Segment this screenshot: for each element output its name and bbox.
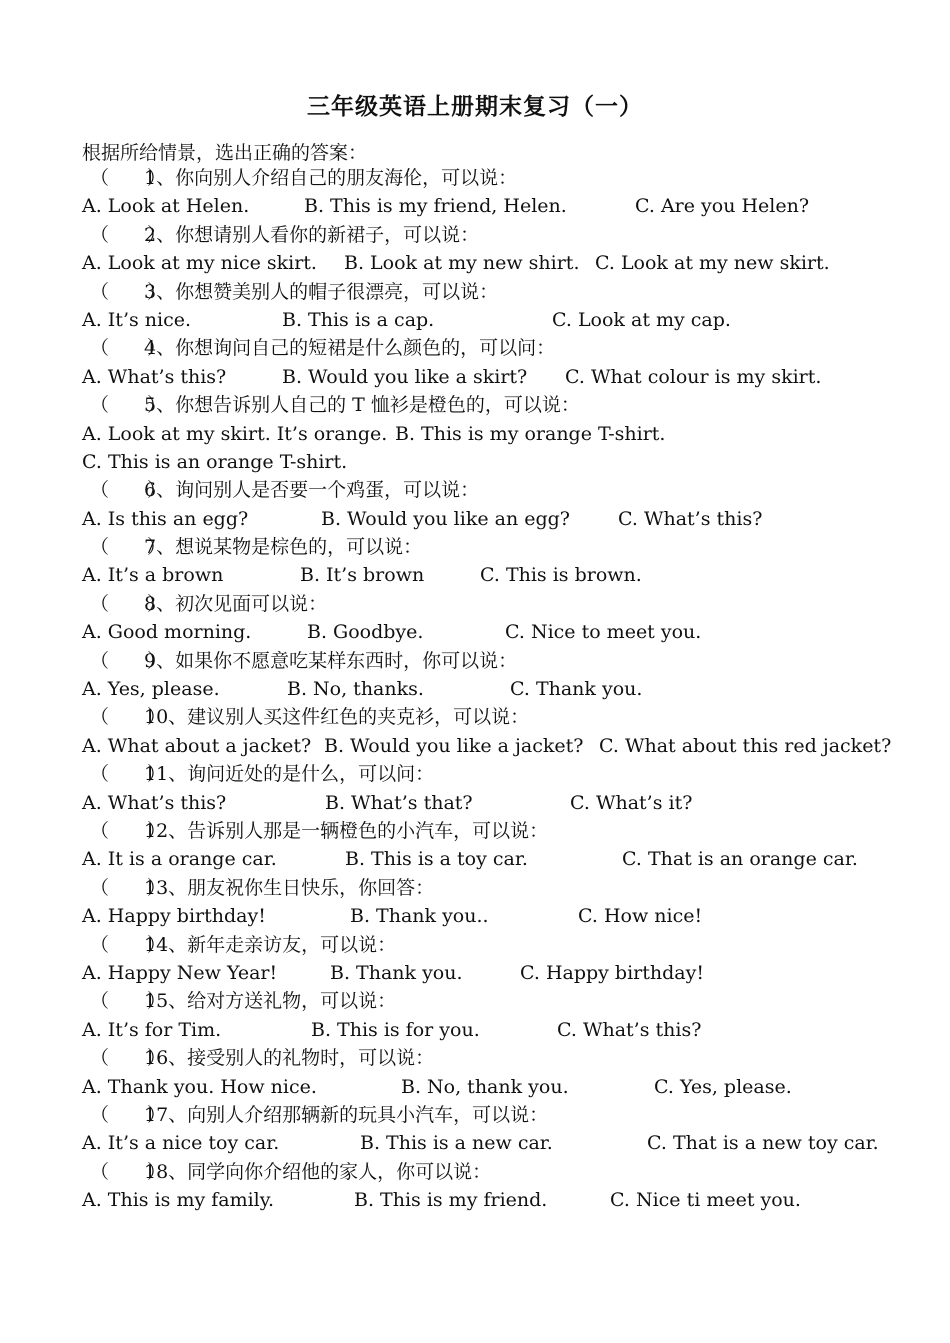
answer-option[interactable]: B. This is a toy car. [345, 848, 528, 871]
answer-option[interactable]: B. This is a new car. [360, 1132, 553, 1155]
answer-option[interactable]: B. Thank you.. [350, 905, 489, 928]
question-stem [82, 164, 912, 192]
question-stem [82, 533, 912, 561]
option-row [82, 561, 912, 589]
answer-option[interactable]: A. It’s a brown [82, 564, 224, 587]
answer-blank[interactable]: （ ） [90, 1103, 167, 1126]
question-stem [82, 647, 912, 675]
answer-option[interactable]: B. Goodbye. [307, 621, 424, 644]
answer-option[interactable]: C. This is an orange T-shirt. [82, 450, 348, 473]
answer-option[interactable]: A. Is this an egg? [82, 507, 249, 530]
question-item [82, 931, 912, 988]
answer-option[interactable]: B. This is my friend, Helen. [304, 195, 567, 218]
answer-option[interactable]: C. Are you Helen? [635, 195, 810, 218]
answer-option[interactable]: C. How nice! [578, 905, 703, 928]
answer-blank[interactable]: （ ） [90, 706, 167, 729]
answer-option[interactable]: A. Happy New Year! [82, 961, 278, 984]
answer-option[interactable]: A. It’s nice. [82, 308, 192, 331]
answer-blank[interactable]: （ ） [90, 280, 167, 303]
question-item [82, 874, 912, 931]
question-text: 10、建议别人买这件红色的夹克衫，可以说： [144, 706, 530, 729]
answer-option[interactable]: A. It’s a nice toy car. [82, 1132, 280, 1155]
answer-option[interactable]: A. Happy birthday! [82, 905, 266, 928]
question-item [82, 221, 912, 278]
question-text: 17、向别人介绍那辆新的玩具小汽车，可以说： [144, 1103, 549, 1126]
option-row [82, 1073, 912, 1101]
question-text: 14、新年走亲访友，可以说： [144, 933, 397, 956]
answer-blank[interactable]: （ ） [90, 592, 167, 615]
answer-option[interactable]: B. It’s brown [300, 564, 425, 587]
answer-option[interactable]: C. This is brown. [480, 564, 642, 587]
answer-option[interactable]: C. Look at my cap. [552, 308, 731, 331]
question-text: 2、你想请别人看你的新裙子，可以说： [144, 223, 480, 246]
answer-blank[interactable]: （ ） [90, 1047, 167, 1070]
answer-option[interactable]: A. It is a orange car. [82, 848, 277, 871]
question-item [82, 533, 912, 590]
question-list [82, 164, 912, 1214]
question-item [82, 164, 912, 221]
answer-option[interactable]: B. This is a cap. [282, 308, 435, 331]
answer-option[interactable]: A. Yes, please. [82, 678, 220, 701]
question-stem [82, 703, 912, 731]
option-row [82, 675, 912, 703]
question-text: 12、告诉别人那是一辆橙色的小汽车，可以说： [144, 819, 549, 842]
instruction-text: 根据所给情景，选出正确的答案： [82, 142, 368, 164]
question-text: 1、你向别人介绍自己的朋友海伦，可以说： [144, 167, 518, 189]
answer-option[interactable]: A. Look at my skirt. It’s orange. [82, 422, 388, 445]
answer-option[interactable]: C. Nice to meet you. [505, 621, 702, 644]
question-text: 15、给对方送礼物，可以说： [144, 990, 397, 1013]
answer-option[interactable]: C. Thank you. [510, 678, 643, 701]
answer-option[interactable]: A. What’s this? [82, 365, 227, 388]
answer-blank[interactable]: （ ） [90, 933, 167, 956]
option-row [82, 448, 912, 476]
option-row [82, 1186, 912, 1214]
question-stem [82, 476, 912, 504]
answer-option[interactable]: C. That is an orange car. [622, 848, 858, 871]
answer-option[interactable]: B. This is for you. [311, 1018, 480, 1041]
answer-option[interactable]: C. Nice ti meet you. [610, 1189, 801, 1212]
answer-blank[interactable]: （ ） [90, 167, 167, 189]
question-item [82, 1158, 912, 1215]
answer-blank[interactable]: （ ） [90, 536, 167, 559]
answer-blank[interactable]: （ ） [90, 1160, 167, 1183]
answer-option[interactable]: B. This is my orange T-shirt. [395, 422, 666, 445]
answer-option[interactable]: C. What colour is my skirt. [565, 365, 822, 388]
question-text: 8、初次见面可以说： [144, 592, 328, 615]
question-text: 4、你想询问自己的短裙是什么颜色的，可以问： [144, 337, 556, 360]
question-text: 7、想说某物是棕色的，可以说： [144, 536, 423, 559]
page-title: 三年级英语上册期末复习（一） [307, 93, 643, 120]
answer-option[interactable]: C. That is a new toy car. [647, 1132, 879, 1155]
question-stem [82, 1044, 912, 1072]
answer-option[interactable]: B. Thank you. [330, 961, 463, 984]
answer-option[interactable]: B. Would you like an egg? [321, 507, 570, 530]
answer-option[interactable]: B. Would you like a skirt? [282, 365, 528, 388]
question-text: 16、接受别人的礼物时，可以说： [144, 1047, 435, 1070]
answer-blank[interactable]: （ ） [90, 479, 167, 502]
question-item [82, 1101, 912, 1158]
option-row [82, 845, 912, 873]
answer-option[interactable]: A. What’s this? [82, 791, 227, 814]
answer-option[interactable]: B. This is my friend. [354, 1189, 548, 1212]
question-item [82, 334, 912, 391]
answer-blank[interactable]: （ ） [90, 394, 167, 417]
question-stem [82, 874, 912, 902]
option-row [82, 363, 912, 391]
answer-blank[interactable]: （ ） [90, 819, 167, 842]
answer-blank[interactable]: （ ） [90, 876, 167, 899]
option-row [82, 505, 912, 533]
option-row [82, 902, 912, 930]
question-item [82, 391, 912, 476]
question-stem [82, 987, 912, 1015]
question-text: 13、朋友祝你生日快乐，你回答： [144, 876, 435, 899]
answer-option[interactable]: A. Look at Helen. [82, 195, 250, 218]
option-row [82, 618, 912, 646]
answer-option[interactable]: B. No, thank you. [401, 1075, 569, 1098]
question-text: 5、你想告诉别人自己的 T 恤衫是橙色的，可以说： [144, 394, 580, 417]
question-item [82, 817, 912, 874]
question-stem [82, 590, 912, 618]
option-row [82, 732, 912, 760]
option-row [82, 959, 912, 987]
answer-option[interactable]: A. What about a jacket? [82, 734, 312, 757]
question-item [82, 476, 912, 533]
question-stem [82, 391, 912, 419]
question-text: 9、如果你不愿意吃某样东西时，你可以说： [144, 649, 518, 672]
answer-blank[interactable]: （ ） [90, 223, 167, 246]
option-row [82, 789, 912, 817]
answer-blank[interactable]: （ ） [90, 337, 167, 360]
answer-option[interactable]: B. What’s that? [325, 791, 473, 814]
answer-blank[interactable]: （ ） [90, 763, 167, 786]
answer-option[interactable]: B. Would you like a jacket? [324, 734, 584, 757]
answer-option[interactable]: C. What’s it? [570, 791, 693, 814]
question-stem [82, 334, 912, 362]
question-item [82, 278, 912, 335]
question-item [82, 760, 912, 817]
question-text: 11、询问近处的是什么，可以问： [144, 763, 435, 786]
question-stem [82, 1158, 912, 1186]
question-item [82, 590, 912, 647]
option-row [82, 306, 912, 334]
question-item [82, 703, 912, 760]
answer-blank[interactable]: （ ） [90, 990, 167, 1013]
answer-option[interactable]: A. Good morning. [82, 621, 252, 644]
option-row [82, 1129, 912, 1157]
question-item [82, 1044, 912, 1101]
answer-option[interactable]: A. Look at my nice skirt. [82, 252, 317, 275]
question-stem [82, 817, 912, 845]
answer-option[interactable]: C. Look at my new skirt. [595, 252, 830, 275]
option-row [82, 420, 912, 448]
answer-option[interactable]: C. Happy birthday! [520, 961, 704, 984]
answer-option[interactable]: C. What’s this? [557, 1018, 702, 1041]
question-stem [82, 278, 912, 306]
option-row [82, 192, 912, 220]
answer-blank[interactable]: （ ） [90, 649, 167, 672]
option-row [82, 249, 912, 277]
question-item [82, 987, 912, 1044]
question-stem [82, 931, 912, 959]
answer-option[interactable]: A. This is my family. [82, 1189, 275, 1212]
answer-option[interactable]: B. Look at my new shirt. [344, 252, 580, 275]
option-row [82, 1016, 912, 1044]
question-item [82, 647, 912, 704]
answer-option[interactable]: C. What about this red jacket? [599, 734, 892, 757]
answer-option[interactable]: A. It’s for Tim. [82, 1018, 222, 1041]
answer-option[interactable]: A. Thank you. How nice. [82, 1075, 317, 1098]
question-stem [82, 1101, 912, 1129]
answer-option[interactable]: C. What’s this? [618, 507, 763, 530]
question-text: 6、询问别人是否要一个鸡蛋，可以说： [144, 479, 480, 502]
answer-option[interactable]: C. Yes, please. [654, 1075, 792, 1098]
question-stem [82, 760, 912, 788]
question-text: 3、你想赞美别人的帽子很漂亮，可以说： [144, 280, 499, 303]
answer-option[interactable]: B. No, thanks. [287, 678, 424, 701]
question-stem [82, 221, 912, 249]
question-text: 18、同学向你介绍他的家人，你可以说： [144, 1160, 492, 1183]
